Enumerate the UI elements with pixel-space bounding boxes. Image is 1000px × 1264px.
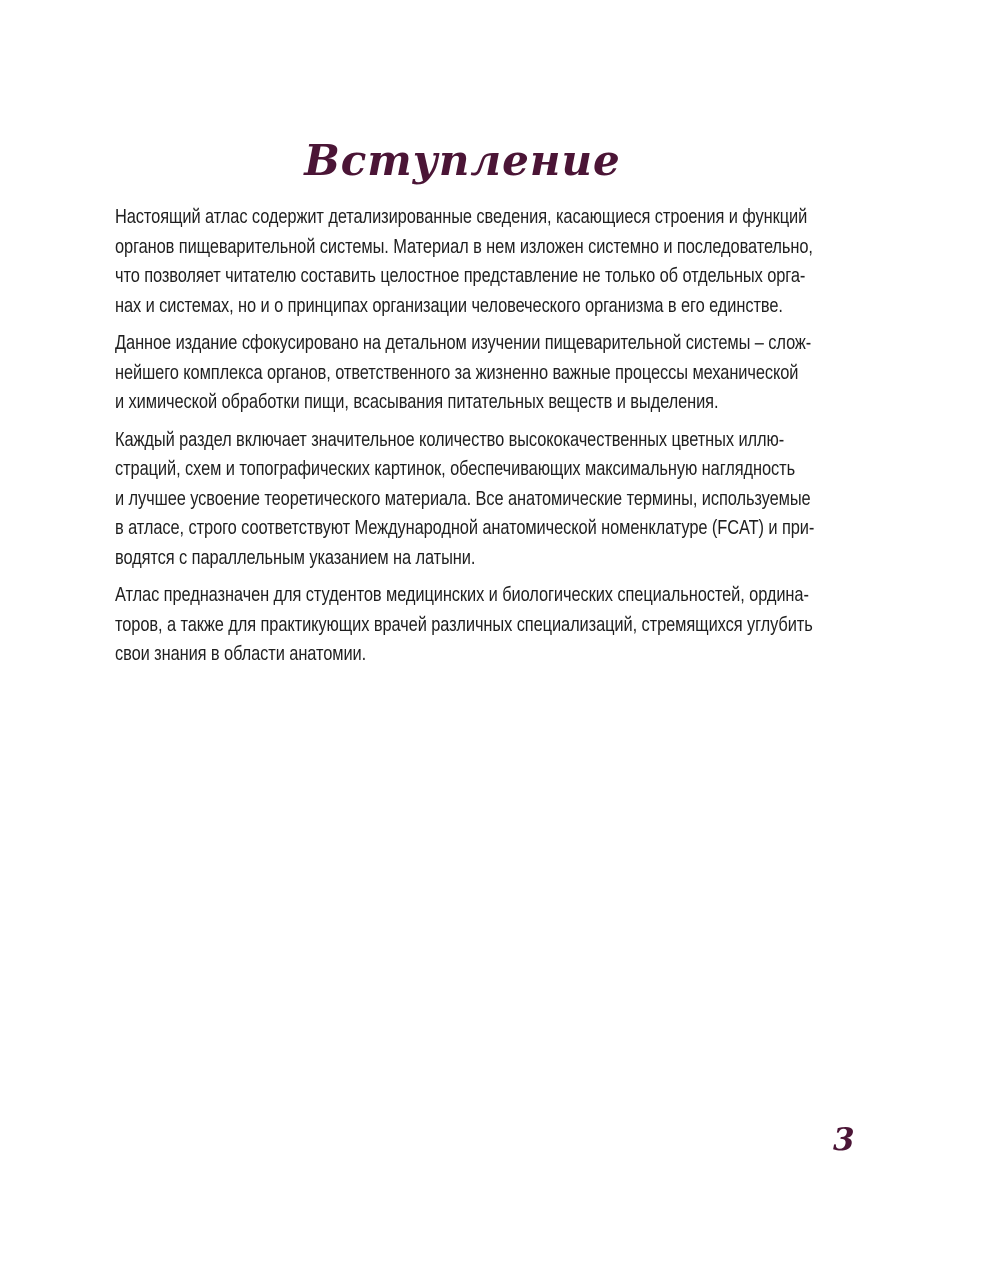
paragraph-1 — [115, 203, 815, 321]
text-line — [115, 485, 815, 515]
text-line — [115, 544, 815, 574]
paragraph-2 — [115, 329, 815, 418]
text-line-content: Данное издание сфокусировано на детальном изучении пищеварительной системы – слож- — [115, 332, 812, 354]
text-line-content: и химической обработки пищи, всасывания питательных веществ и выделения. — [115, 391, 719, 413]
text-line — [115, 581, 815, 611]
text-line-content: органов пищеварительной системы. Материал в нем изложен системно и последовательно, — [115, 235, 813, 258]
text-line-content: нейшего комплекса органов, ответственного за жизненно важные процессы механической — [115, 361, 799, 384]
text-line-content: Атлас предназначен для студентов медицинских и биологических специальностей, ордина- — [115, 584, 809, 606]
text-line-content: водятся с параллельным указанием на латыни. — [115, 546, 476, 569]
text-line-content: свои знания в области анатомии. — [115, 643, 367, 665]
page-title: Вступление — [304, 136, 621, 185]
paragraph-3 — [115, 426, 815, 574]
page-number: 3 — [833, 1122, 855, 1158]
text-line-content: Каждый раздел включает значительное количество высококачественных цветных иллю- — [115, 428, 785, 451]
text-line — [115, 203, 815, 233]
text-line — [115, 388, 815, 418]
text-line — [115, 233, 815, 263]
text-line-content: в атласе, строго соответствуют Международной анатомической номенклатуре (FCAT) и при- — [115, 517, 815, 539]
text-line — [115, 359, 815, 389]
paragraph-4 — [115, 581, 815, 670]
text-line — [115, 514, 815, 544]
text-line-content: нах и системах, но и о принципах организации человеческого организма в его единстве. — [115, 294, 783, 317]
text-line — [115, 640, 815, 670]
text-line — [115, 262, 815, 292]
text-line — [115, 455, 815, 485]
text-line-content: страций, схем и топографических картинок, обеспечивающих максимальную наглядность — [115, 458, 796, 480]
text-line-content: Настоящий атлас содержит детализированные сведения, касающиеся строения и функций — [115, 206, 808, 228]
text-line — [115, 292, 815, 322]
body-text — [115, 203, 815, 678]
text-line — [115, 329, 815, 359]
text-line-content: торов, а также для практикующих врачей различных специализаций, стремящихся углубить — [115, 613, 813, 636]
text-line — [115, 611, 815, 641]
text-line — [115, 426, 815, 456]
text-line-content: и лучшее усвоение теоретического материала. Все анатомические термины, используемые — [115, 487, 811, 510]
text-line-content: что позволяет читателю составить целостное представление не только об отдельных орга- — [115, 265, 806, 287]
